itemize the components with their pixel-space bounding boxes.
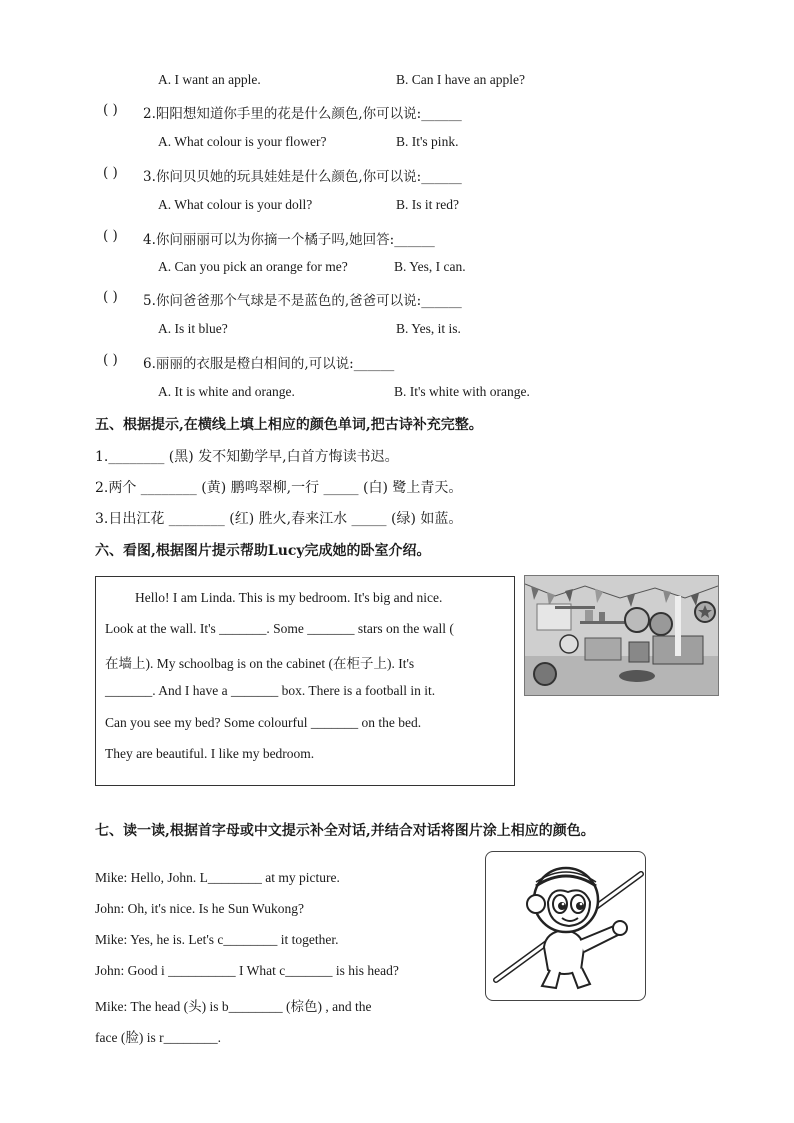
poem-line-3: 3.日出江花 ________ (红) 胜火,春来江水 _____ (绿) 如蓝。 bbox=[95, 511, 463, 527]
section7-heading: 七、读一读,根据首字母或中文提示补全对话,并结合对话将图片涂上相应的颜色。 bbox=[95, 823, 595, 839]
q4-option-a: A. Can you pick an orange for me? bbox=[158, 259, 348, 274]
sun-wukong-drawing-icon bbox=[485, 851, 646, 1001]
q3-option-a: A. What colour is your doll? bbox=[158, 197, 313, 212]
poem-line-1: 1.________ (黑) 发不知勤学早,白首方悔读书迟。 bbox=[95, 449, 399, 465]
q2-stem: 2.阳阳想知道你手里的花是什么颜色,你可以说:______ bbox=[143, 106, 462, 122]
q5-bracket: ( ) bbox=[103, 289, 118, 305]
dialogue-line-1: Mike: Hello, John. L________ at my picture. bbox=[95, 870, 340, 885]
passage-line-3: 在墙上). My schoolbag is on the cabinet (在柜子上). It's bbox=[105, 656, 415, 671]
dialogue-line-2: John: Oh, it's nice. Is he Sun Wukong? bbox=[95, 901, 304, 916]
q6-bracket: ( ) bbox=[103, 352, 118, 368]
q3-option-b: B. Is it red? bbox=[396, 197, 459, 212]
passage-line-4: _______. And I have a _______ box. There is a football in it. bbox=[105, 683, 436, 698]
passage-line-6: They are beautiful. I like my bedroom. bbox=[105, 746, 315, 761]
q4-stem: 4.你问丽丽可以为你摘一个橘子吗,她回答:______ bbox=[143, 232, 435, 248]
q1-option-b: B. Can I have an apple? bbox=[396, 72, 525, 87]
q5-stem: 5.你问爸爸那个气球是不是蓝色的,爸爸可以说:______ bbox=[143, 293, 462, 309]
q2-option-b: B. It's pink. bbox=[396, 134, 459, 149]
q3-bracket: ( ) bbox=[103, 165, 118, 181]
q6-stem: 6.丽丽的衣服是橙白相间的,可以说:______ bbox=[143, 356, 395, 372]
bedroom-photo-icon bbox=[524, 575, 719, 696]
q2-bracket: ( ) bbox=[103, 102, 118, 118]
q6-option-b: B. It's white with orange. bbox=[394, 384, 530, 399]
q3-stem: 3.你问贝贝她的玩具娃娃是什么颜色,你可以说:______ bbox=[143, 169, 462, 185]
dialogue-line-5: Mike: The head (头) is b________ (棕色) , and the bbox=[95, 999, 372, 1014]
q1-option-a: A. I want an apple. bbox=[158, 72, 261, 87]
passage-line-1: Hello! I am Linda. This is my bedroom. It's big and nice. bbox=[135, 590, 443, 605]
passage-line-5: Can you see my bed? Some colourful _______ on the bed. bbox=[105, 715, 422, 730]
q4-bracket: ( ) bbox=[103, 228, 118, 244]
passage-line-2: Look at the wall. It's _______. Some _______ stars on the wall ( bbox=[105, 621, 454, 636]
section5-heading: 五、根据提示,在横线上填上相应的颜色单词,把古诗补充完整。 bbox=[95, 417, 483, 433]
q2-option-a: A. What colour is your flower? bbox=[158, 134, 327, 149]
dialogue-line-6: face (脸) is r________. bbox=[95, 1030, 221, 1045]
q5-option-a: A. Is it blue? bbox=[158, 321, 228, 336]
section6-heading: 六、看图,根据图片提示帮助Lucy完成她的卧室介绍。 bbox=[95, 543, 431, 559]
poem-line-2: 2.两个 ________ (黄) 鹏鸣翠柳,一行 _____ (白) 鹭上青天。 bbox=[95, 480, 463, 496]
q5-option-b: B. Yes, it is. bbox=[396, 321, 461, 336]
q6-option-a: A. It is white and orange. bbox=[158, 384, 295, 399]
dialogue-line-4: John: Good i __________ I What c_______ is his head? bbox=[95, 963, 399, 978]
q4-option-b: B. Yes, I can. bbox=[394, 259, 466, 274]
dialogue-line-3: Mike: Yes, he is. Let's c________ it together. bbox=[95, 932, 339, 947]
